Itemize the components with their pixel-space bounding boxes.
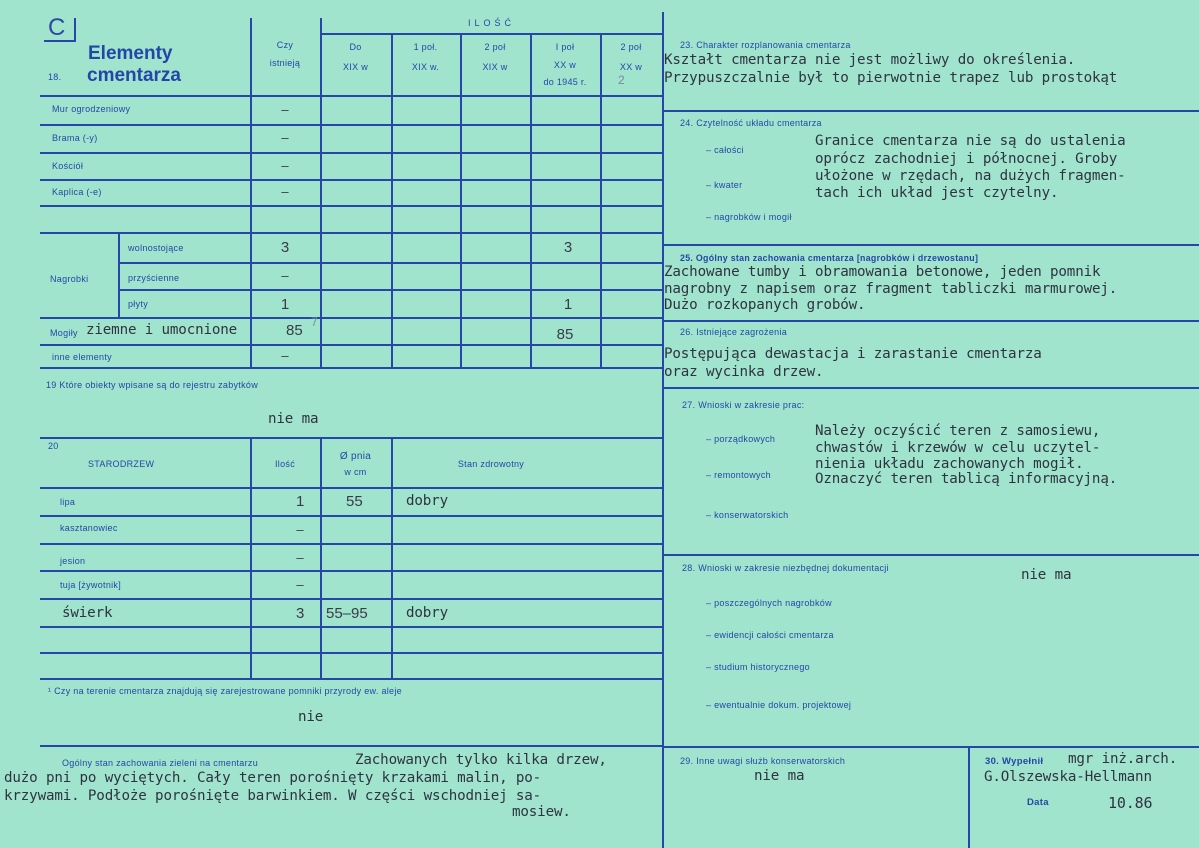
nagrobki-label: Nagrobki bbox=[50, 274, 89, 284]
row-wolnostojace-xx1: 3 bbox=[563, 239, 573, 256]
s20-row-tuja-ilosc: – bbox=[296, 577, 304, 592]
row-inne-czy: – bbox=[281, 348, 289, 363]
s24-line-3: ułożone w rzędach, na dużych fragmen- bbox=[815, 168, 1126, 184]
s20-row-swierk-stan: dobry bbox=[406, 605, 448, 621]
s27-line-2: chwastów i krzewów w celu uczytel- bbox=[815, 440, 1101, 456]
s20-col-ilosc: Ilość bbox=[274, 459, 295, 469]
s28-sub-studium: – studium historycznego bbox=[706, 662, 810, 672]
s20-row-swierk-pien: 55–95 bbox=[326, 605, 368, 622]
col-czy-1: Czy bbox=[276, 40, 294, 50]
col-do-xix-2: XIX w bbox=[342, 62, 368, 72]
s26-label: 26. Istniejące zagrożenia bbox=[680, 327, 788, 337]
section-letter: C bbox=[48, 14, 66, 41]
divider-main bbox=[662, 12, 664, 848]
s20-row-lipa-name: lipa bbox=[60, 497, 76, 507]
grid-line bbox=[40, 487, 663, 489]
s20-row-lipa-pien: 55 bbox=[346, 493, 363, 510]
grid-line bbox=[391, 437, 393, 679]
s21-value: nie bbox=[298, 709, 324, 725]
s27-sub-porzadkowych: – porządkowych bbox=[706, 434, 776, 444]
grid-line bbox=[40, 367, 663, 369]
s24-sub-kwater: – kwater bbox=[706, 180, 743, 190]
grid-line bbox=[40, 745, 663, 747]
s22-line-3: krzywami. Podłoże porośnięte barwinkiem. W części wschodniej sa- bbox=[4, 788, 542, 804]
row-przyscienne-czy: – bbox=[281, 268, 289, 283]
col-2pol-xix-1: 2 poł bbox=[484, 42, 506, 52]
row-mur-label: Mur ogrodzeniowy bbox=[52, 104, 131, 114]
s28-value: nie ma bbox=[1021, 567, 1072, 583]
col-do-xix-1: Do bbox=[349, 42, 362, 52]
grid-line bbox=[40, 232, 663, 234]
grid-line bbox=[40, 205, 663, 207]
col-1pol-xx-1: I poł bbox=[555, 42, 575, 52]
s28-label: 28. Wnioski w zakresie niezbędnej dokumentacji bbox=[682, 563, 889, 573]
row-przyscienne-label: przyścienne bbox=[128, 273, 180, 283]
s27-sub-remontowych: – remontowych bbox=[706, 470, 771, 480]
s22-line-4: mosiew. bbox=[512, 804, 571, 820]
grid-line bbox=[40, 124, 663, 126]
row-inne-label: inne elementy bbox=[52, 352, 112, 362]
s20-row-jesion-name: jesion bbox=[60, 556, 86, 566]
grid-line bbox=[40, 543, 663, 545]
s20-row-lipa-ilosc: 1 bbox=[296, 493, 305, 510]
s24-sub-nagrobkow: – nagrobków i mogił bbox=[706, 212, 792, 222]
s24-line-2: oprócz zachodniej i północnej. Groby bbox=[815, 151, 1118, 167]
s20-row-swierk-ilosc: 3 bbox=[296, 605, 305, 622]
col-2pol-xx-1: 2 poł bbox=[620, 42, 642, 52]
s29-value: nie ma bbox=[754, 768, 805, 784]
s30-line-2: G.Olszewska-Hellmann bbox=[984, 769, 1152, 785]
grid-line bbox=[663, 554, 1199, 556]
grid-line bbox=[40, 598, 663, 600]
s24-line-4: tach ich układ jest czytelny. bbox=[815, 185, 1059, 201]
s20-col-pien-1: Ø pnia bbox=[339, 451, 372, 462]
s28-sub-poszczegolnych: – poszczególnych nagrobków bbox=[706, 598, 832, 608]
s25-line-3: Dużo rozkopanych grobów. bbox=[664, 297, 866, 313]
s23-label: 23. Charakter rozplanowania cmentarza bbox=[680, 40, 851, 50]
row-plyty-czy: 1 bbox=[280, 296, 290, 313]
row-mur-czy: – bbox=[281, 102, 289, 117]
grid-line bbox=[118, 262, 663, 264]
grid-line bbox=[40, 570, 663, 572]
row-mogily-label: Mogiły bbox=[50, 328, 78, 338]
row-mogily-typed: ziemne i umocnione bbox=[86, 322, 238, 338]
s24-line-1: Granice cmentarza nie są do ustalenia bbox=[815, 133, 1126, 149]
title-line2: cmentarza bbox=[87, 65, 181, 86]
s20-row-tuja-name: tuja [żywotnik] bbox=[60, 580, 122, 590]
s20-row-kasztanowiec-name: kasztanowiec bbox=[60, 523, 118, 533]
s20-col-pien-2: w cm bbox=[344, 467, 367, 477]
s27-line-3: nienia układu zachowanych mogił. bbox=[815, 456, 1084, 472]
s20-num: 20 bbox=[48, 441, 59, 451]
grid-line bbox=[118, 289, 663, 291]
s30-label: 30. Wypełnił bbox=[985, 756, 1044, 767]
row-mogily-xx1: 85 bbox=[556, 326, 574, 343]
row-kosciol-czy: – bbox=[281, 158, 289, 173]
row-brama-label: Brama (-y) bbox=[52, 133, 98, 143]
s27-label: 27. Wnioski w zakresie prac: bbox=[682, 400, 805, 410]
s20-row-swierk-name: świerk bbox=[62, 605, 113, 621]
grid-line bbox=[663, 244, 1199, 246]
grid-line bbox=[40, 652, 663, 654]
s20-row-kasztanowiec-ilosc: – bbox=[296, 522, 304, 537]
row-plyty-xx1: 1 bbox=[563, 296, 573, 313]
grid-line bbox=[40, 95, 663, 97]
row-wolnostojace-label: wolnostojące bbox=[128, 243, 184, 253]
row-kosciol-label: Kościół bbox=[52, 161, 84, 171]
ilosc-header: ILOŚĆ bbox=[467, 18, 515, 28]
row-brama-czy: – bbox=[281, 130, 289, 145]
s19-label: 19 Które obiekty wpisane są do rejestru zabytków bbox=[46, 380, 259, 390]
s29-label: 29. Inne uwagi służb konserwatorskich bbox=[680, 756, 846, 766]
col-1pol-xx-3: do 1945 r. bbox=[543, 77, 587, 87]
grid-line bbox=[663, 387, 1199, 389]
s27-line-1: Należy oczyścić teren z samosiewu, bbox=[815, 423, 1101, 439]
grid-line bbox=[663, 110, 1199, 112]
grid-line bbox=[118, 232, 120, 318]
grid-line bbox=[40, 626, 663, 628]
s27-line-4: Oznaczyć teren tablicą informacyjną. bbox=[815, 471, 1118, 487]
s19-value: nie ma bbox=[268, 411, 319, 427]
row-mogily-mark: 7 bbox=[311, 315, 318, 329]
row-kaplica-czy: – bbox=[281, 184, 289, 199]
s26-line-1: Postępująca dewastacja i zarastanie cmentarza bbox=[664, 346, 1042, 362]
s23-line-2: Przypuszczalnie był to pierwotnie trapez lub prostokąt bbox=[664, 70, 1118, 86]
grid-line bbox=[320, 33, 663, 35]
s23-line-1: Kształt cmentarza nie jest możliwy do określenia. bbox=[664, 52, 1076, 68]
grid-line bbox=[40, 152, 663, 154]
title-line1: Elementy bbox=[88, 43, 173, 64]
s26-line-2: oraz wycinka drzew. bbox=[664, 364, 824, 380]
s20-row-lipa-stan: dobry bbox=[406, 493, 448, 509]
s22-line-2: dużo pni po wyciętych. Cały teren porośnięty krzakami malin, po- bbox=[4, 770, 542, 786]
row-wolnostojace-czy: 3 bbox=[280, 239, 290, 256]
s28-sub-projektowej: – ewentualnie dokum. projektowej bbox=[706, 700, 852, 710]
s30-data-label: Data bbox=[1027, 797, 1049, 808]
row-mogily-czy: 85 bbox=[286, 322, 303, 339]
row-kaplica-label: Kaplica (-e) bbox=[52, 187, 102, 197]
grid-line bbox=[663, 320, 1199, 322]
grid-line bbox=[40, 179, 663, 181]
grid-line bbox=[40, 515, 663, 517]
col-1pol-xix-1: 1 poł. bbox=[413, 42, 438, 52]
s22-line-1: Zachowanych tylko kilka drzew, bbox=[355, 752, 607, 768]
grid-line bbox=[40, 344, 663, 346]
s30-line-1: mgr inż.arch. bbox=[1068, 751, 1178, 767]
section-number: 18. bbox=[48, 72, 62, 82]
col-1pol-xix-2: XIX w. bbox=[411, 62, 440, 72]
c-box-line bbox=[74, 18, 76, 42]
s30-data-value: 10.86 bbox=[1108, 794, 1153, 812]
grid-line bbox=[40, 317, 663, 319]
grid-line bbox=[968, 746, 970, 848]
row-plyty-label: płyty bbox=[128, 299, 149, 309]
s24-sub-calosci: – całości bbox=[706, 145, 744, 155]
grid-line bbox=[663, 746, 1199, 748]
s28-sub-ewidencji: – ewidencji całości cmentarza bbox=[706, 630, 834, 640]
s21-label: ¹ Czy na terenie cmentarza znajdują się zarejestrowane pomniki przyrody ew. aleje bbox=[48, 686, 402, 696]
grid-line bbox=[40, 678, 663, 680]
col-2pol-xx-mark: 2 bbox=[618, 73, 625, 87]
s20-row-jesion-ilosc: – bbox=[296, 550, 304, 565]
s25-line-2: nagrobny z napisem oraz fragment tabliczki marmurowej. bbox=[664, 281, 1118, 297]
s27-sub-konserwatorskich: – konserwatorskich bbox=[706, 510, 789, 520]
s20-col-starodrzew: STARODRZEW bbox=[88, 459, 155, 469]
s25-line-1: Zachowane tumby i obramowania betonowe, jeden pomnik bbox=[664, 264, 1101, 280]
s20-col-stan: Stan zdrowotny bbox=[457, 459, 525, 469]
col-2pol-xix-2: XIX w bbox=[482, 62, 508, 72]
col-2pol-xx-2: XX w bbox=[619, 62, 643, 72]
col-czy-2: istnieją bbox=[269, 58, 301, 68]
s25-label: 25. Ogólny stan zachowania cmentarza [nagrobków i drzewostanu] bbox=[680, 253, 979, 263]
s24-label: 24. Czytelność układu cmentarza bbox=[680, 118, 822, 128]
grid-line bbox=[40, 437, 663, 439]
s22-label: Ogólny stan zachowania zieleni na cmentarzu bbox=[62, 758, 259, 768]
col-1pol-xx-2: XX w bbox=[553, 60, 577, 70]
